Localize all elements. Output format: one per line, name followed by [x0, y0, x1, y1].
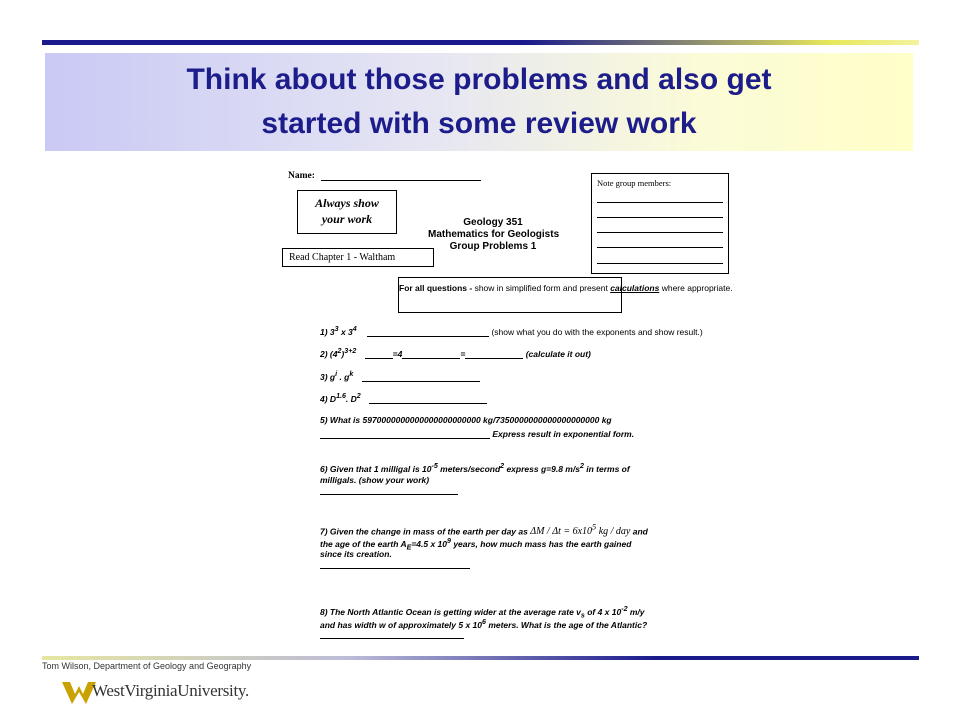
q7-age: the age of the earth A: [320, 538, 407, 549]
q7-sub: E: [406, 543, 412, 552]
read-chapter-box: Read Chapter 1 - Waltham: [282, 248, 434, 267]
question-6-line-2: milligals. (show your work): [320, 475, 430, 485]
title-line-1: Think about those problems and also get: [186, 63, 772, 96]
question-7-line-3: since its creation.: [320, 549, 392, 559]
group-members-box: [591, 173, 729, 274]
member-line: [597, 217, 723, 218]
q2-paren: ): [341, 348, 345, 359]
q3-exp2: k: [349, 370, 354, 378]
q1-x: x 3: [338, 326, 353, 337]
answer-line: [465, 349, 523, 359]
question-2: [320, 347, 591, 359]
q5-note: Express result in exponential form.: [492, 429, 635, 439]
answer-line: [365, 349, 393, 359]
worksheet-image: [278, 165, 738, 645]
q8-exp2: 6: [482, 618, 486, 626]
name-label: Name:: [288, 171, 315, 181]
q6-exp2: 2: [500, 462, 505, 470]
question-4: [320, 392, 487, 404]
answer-line: [320, 485, 458, 495]
q8-width-b: meters. What is the age of the Atlantic?: [485, 619, 648, 630]
q7-exp2: 9: [447, 537, 451, 545]
q3-dot: . g: [337, 371, 350, 382]
instructions-lead: For all questions -: [399, 283, 473, 293]
always-show-box: [297, 190, 397, 234]
q4-dot: . D: [345, 393, 357, 404]
q6-text-d: in terms of: [583, 463, 630, 474]
q6-text: 6) Given that 1 milligal is 10: [320, 463, 432, 474]
answer-line: [369, 394, 487, 404]
q1-exp2: 4: [352, 325, 357, 333]
member-line: [597, 263, 723, 264]
q8-text-b: of 4 x 10: [584, 606, 622, 617]
title-line-2: started with some review work: [261, 107, 697, 140]
q8-exp1: -2: [621, 605, 628, 613]
q4-exp2: 2: [356, 392, 361, 400]
q1-exp1: 3: [334, 325, 339, 333]
footer-credit: Tom Wilson, Department of Geology and Geography: [42, 661, 252, 671]
instructions-tail: where appropriate.: [661, 283, 733, 293]
question-1: [320, 325, 703, 337]
course-heading: [428, 217, 558, 253]
q8-sub: s: [580, 611, 585, 620]
answer-line: [362, 372, 480, 382]
answer-line: [402, 349, 460, 359]
answer-line: [320, 629, 464, 639]
q8-width: and has width w of approximately 5 x 10: [320, 619, 483, 630]
footer-divider: [42, 656, 919, 660]
q8-text-c: m/y: [627, 606, 645, 617]
question-6-answer: [320, 485, 458, 495]
q7-text-b: and: [632, 526, 648, 537]
always-line-1: Always show: [315, 196, 379, 210]
q2-text: 2) (4: [320, 348, 338, 359]
q1-text: 1) 3: [320, 326, 335, 337]
slide-title: [45, 58, 913, 146]
q3-text: 3) g: [320, 371, 336, 382]
question-5-answer: [320, 429, 634, 439]
q2-eq1: =4: [392, 348, 403, 359]
q7-formula-unit: kg / day: [596, 526, 631, 538]
top-divider: [42, 40, 919, 45]
q4-text: 4) D: [320, 393, 337, 404]
q8-text: 8) The North Atlantic Ocean is getting wider at the average rate v: [320, 606, 581, 617]
q7-age-c: years, how much mass has the earth gained: [450, 538, 632, 549]
course-name: Mathematics for Geologists: [428, 229, 560, 240]
q2-note: (calculate it out): [525, 348, 591, 359]
instructions-text: show in simplified form and present: [474, 283, 608, 293]
answer-line: [320, 559, 470, 569]
question-5: [320, 415, 612, 425]
q3-exp1: i: [335, 370, 338, 378]
q6-exp3: 2: [579, 462, 584, 470]
q6-text-b: meters/second: [437, 463, 501, 474]
q5-text: 5) What is 5970000000000000000000000 kg/7350000000000000000000 kg: [320, 415, 612, 425]
always-line-2: your work: [321, 212, 373, 226]
answer-line: [320, 429, 490, 439]
question-7-answer: [320, 559, 470, 569]
member-line: [597, 247, 723, 248]
member-line: [597, 232, 723, 233]
q7-age-b: =4.5 x 10: [411, 538, 448, 549]
q2-exp2: 3+2: [344, 347, 357, 355]
name-field: [288, 170, 481, 181]
q2-eq2: =: [460, 348, 466, 359]
course-number: Geology 351: [463, 217, 523, 228]
q6-text-c: express g=9.8 m/s: [504, 463, 580, 474]
q1-note: (show what you do with the exponents and show result.): [491, 326, 703, 337]
members-label: Note group members:: [597, 178, 672, 188]
q7-formula-text: ΔM / Δt = 6x10: [530, 526, 593, 538]
question-3: [320, 370, 480, 382]
question-8-answer: [320, 629, 464, 639]
q7-formula-exp: 5: [592, 523, 597, 532]
assignment-name: Group Problems 1: [449, 241, 537, 252]
university-name: WestVirginiaUniversity.: [92, 681, 249, 700]
answer-line: [367, 327, 489, 337]
instructions-emphasis: calculations: [610, 283, 660, 293]
q7-formula: [530, 523, 631, 538]
member-line: [597, 202, 723, 203]
question-7: [320, 523, 648, 537]
q6-exp1: -5: [431, 462, 438, 470]
q4-exp1: 1.6: [336, 392, 346, 400]
name-line: [321, 170, 481, 181]
question-6: [320, 462, 630, 474]
instructions-box: [398, 277, 733, 313]
q2-exp1: 2: [337, 347, 342, 355]
q7-text: 7) Given the change in mass of the earth per day as: [320, 526, 528, 537]
